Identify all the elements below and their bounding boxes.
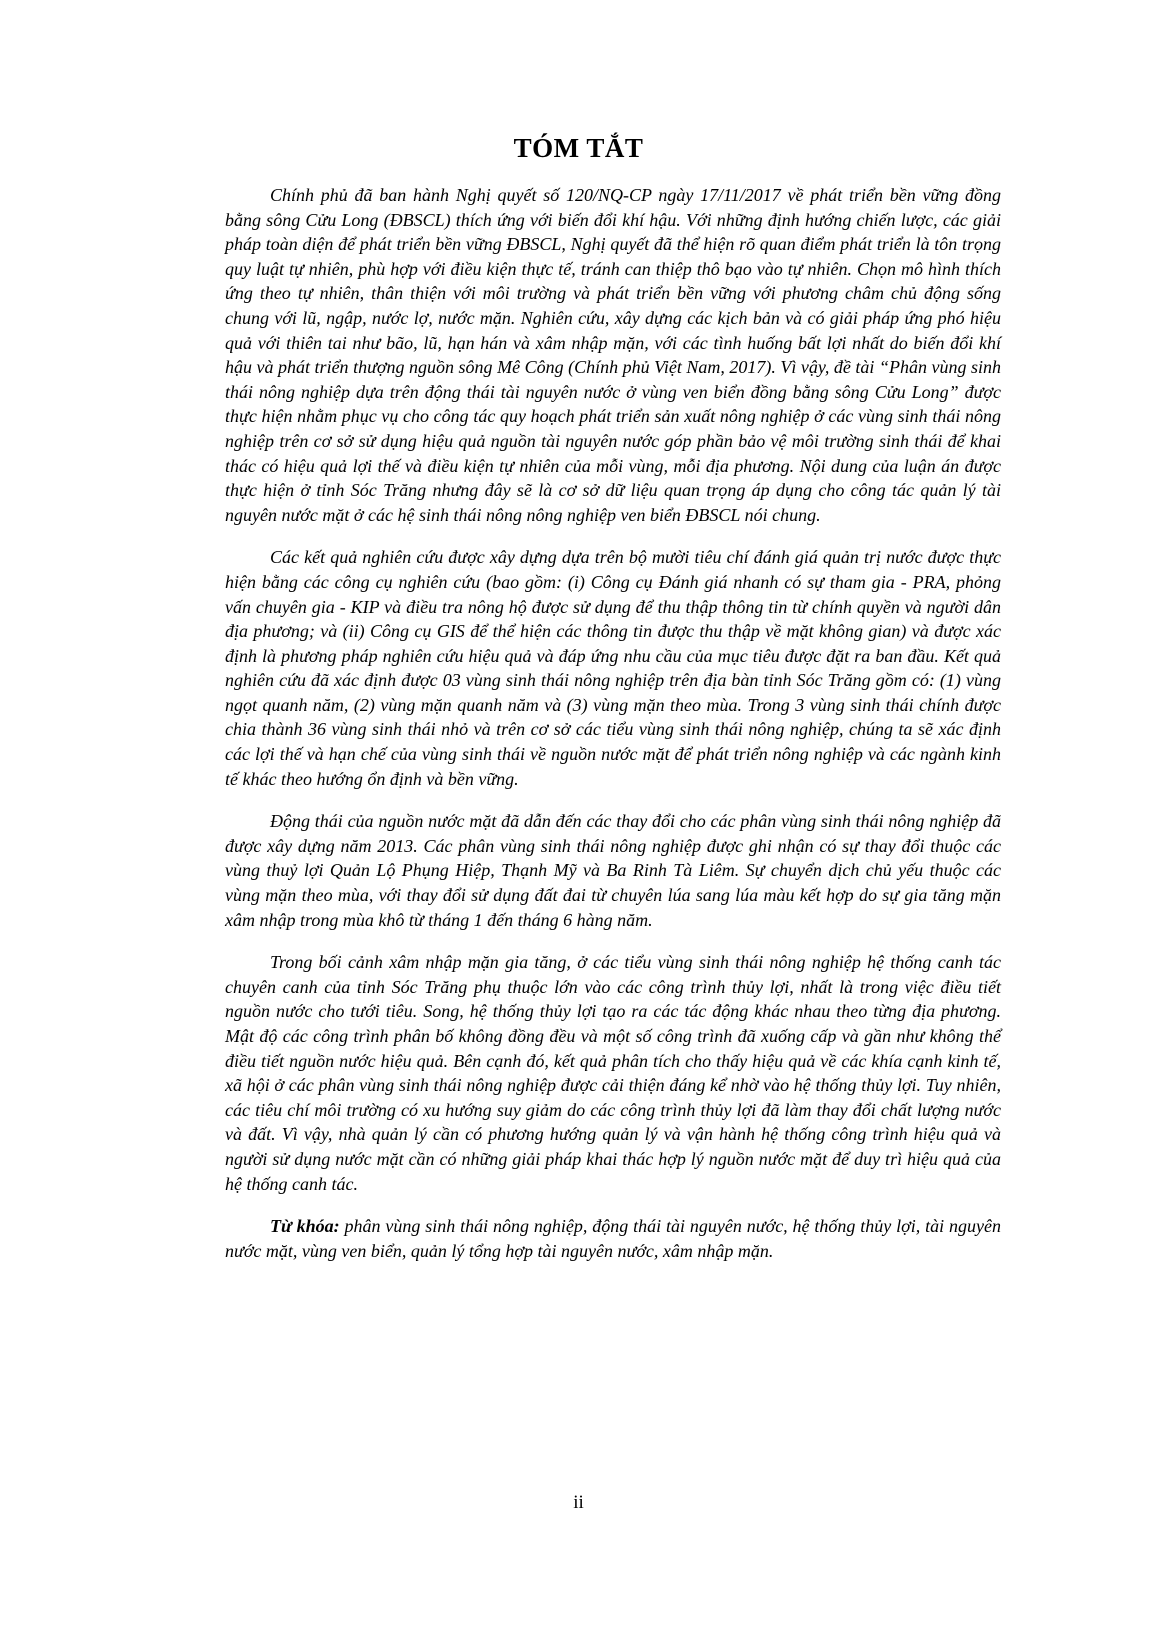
keywords-label: Từ khóa: (270, 1216, 340, 1237)
paragraph-2: Các kết quả nghiên cứu được xây dựng dựa trên bộ mười tiêu chí đánh giá quản trị nước được thực hiện bằng các công cụ nghiên cứu (bao gồm: (i) Công cụ Đánh giá nhanh có sự tham gia - PRA, phỏng vấn chuyên gia - KIP và điều tra nông hộ được sử dụng để thu thập thông tin từ chính quyền và người dân địa phương; và (ii) Công cụ GIS để thể hiện các thông tin được thu thập về mặt không gian) và được xác định là phương pháp nghiên cứu hiệu quả và đáp ứng nhu cầu của mục tiêu được đặt ra ban đầu. Kết quả nghiên cứu đã xác định được 03 vùng sinh thái nông nghiệp trên địa bàn tỉnh Sóc Trăng gồm có: (1) vùng ngọt quanh năm, (2) vùng mặn quanh năm và (3) vùng mặn theo mùa. Trong 3 vùng sinh thái chính được chia thành 36 vùng sinh thái nhỏ và trên cơ sở các tiểu vùng sinh thái nông nghiệp, chúng ta sẽ xác định các lợi thế và hạn chế của vùng sinh thái về nguồn nước mặt để phát triển nông nghiệp và các ngành kinh tế khác theo hướng ổn định và bền vững. (225, 547, 1001, 789)
paragraph-1: Chính phủ đã ban hành Nghị quyết số 120/NQ-CP ngày 17/11/2017 về phát triển bền vững đồng bằng sông Cửu Long (ĐBSCL) thích ứng với biến đổi khí hậu. Với những định hướng chiến lược, các giải pháp toàn diện để phát triển bền vững ĐBSCL, Nghị quyết đã thể hiện rõ quan điểm phát triển là tôn trọng quy luật tự nhiên, phù hợp với điều kiện thực tế, tránh can thiệp thô bạo vào tự nhiên. Chọn mô hình thích ứng theo tự nhiên, thân thiện với môi trường và phát triển bền vững với phương châm chủ động sống chung với lũ, ngập, nước lợ, nước mặn. Nghiên cứu, xây dựng các kịch bản và có giải pháp ứng phó hiệu quả với thiên tai như bão, lũ, hạn hán và xâm nhập mặn, với các tình huống bất lợi nhất do biến đổi khí hậu và phát triển thượng nguồn sông Mê Công (Chính phủ Việt Nam, 2017). Vì vậy, đề tài “Phân vùng sinh thái nông nghiệp dựa trên động thái tài nguyên nước ở vùng ven biển đồng bằng sông Cửu Long” được thực hiện nhằm phục vụ cho công tác quy hoạch phát triển sản xuất nông nghiệp ở các vùng sinh thái nông nghiệp trên cơ sở sử dụng hiệu quả nguồn tài nguyên nước góp phần bảo vệ môi trường sinh thái để khai thác có hiệu quả lợi thế và điều kiện tự nhiên của mỗi vùng, mỗi địa phương. Nội dung của luận án được thực hiện ở tỉnh Sóc Trăng nhưng đây sẽ là cơ sở dữ liệu quan trọng áp dụng cho công tác quản lý tài nguyên nước mặt ở các hệ sinh thái nông nông nghiệp ven biển ĐBSCL nói chung. (225, 185, 1001, 525)
abstract-body (225, 183, 1001, 1281)
keywords-text: phân vùng sinh thái nông nghiệp, động thái tài nguyên nước, hệ thống thủy lợi, tài nguyên nước mặt, vùng ven biển, quản lý tổng hợp tài nguyên nước, xâm nhập mặn. (225, 1216, 1001, 1261)
keywords-paragraph (225, 1214, 1001, 1263)
page-title: TÓM TẮT (513, 133, 644, 163)
page-number: ii (573, 1492, 584, 1513)
paragraph-4: Trong bối cảnh xâm nhập mặn gia tăng, ở các tiểu vùng sinh thái nông nghiệp hệ thống canh tác chuyên canh của tỉnh Sóc Trăng phụ thuộc lớn vào các công trình thủy lợi, nhất là trong việc điều tiết nguồn nước cho tưới tiêu. Song, hệ thống thủy lợi tạo ra các tác động khác nhau theo từng địa phương. Mật độ các công trình phân bố không đồng đều và một số công trình đã xuống cấp và gần như không thể điều tiết nguồn nước hiệu quả. Bên cạnh đó, kết quả phân tích cho thấy hiệu quả về các khía cạnh kinh tế, xã hội ở các phân vùng sinh thái nông nghiệp được cải thiện đáng kể nhờ vào hệ thống thủy lợi. Tuy nhiên, các tiêu chí môi trường có xu hướng suy giảm do các công trình thủy lợi đã làm thay đổi chất lượng nước và đất. Vì vậy, nhà quản lý cần có phương hướng quản lý và vận hành hệ thống công trình hiệu quả và người sử dụng nước mặt cần có những giải pháp khai thác hợp lý nguồn nước mặt để duy trì hiệu quả của hệ thống canh tác. (225, 952, 1001, 1194)
paragraph-3: Động thái của nguồn nước mặt đã dẫn đến các thay đổi cho các phân vùng sinh thái nông nghiệp đã được xây dựng năm 2013. Các phân vùng sinh thái nông nghiệp được ghi nhận có sự thay đổi thuộc các vùng thuỷ lợi Quản Lộ Phụng Hiệp, Thạnh Mỹ và Ba Rinh Tà Liêm. Sự chuyển dịch chủ yếu thuộc các vùng mặn theo mùa, với thay đổi sử dụng đất đai từ chuyên lúa sang lúa màu kết hợp do sự gia tăng mặn xâm nhập trong mùa khô từ tháng 1 đến tháng 6 hàng năm. (225, 811, 1001, 930)
